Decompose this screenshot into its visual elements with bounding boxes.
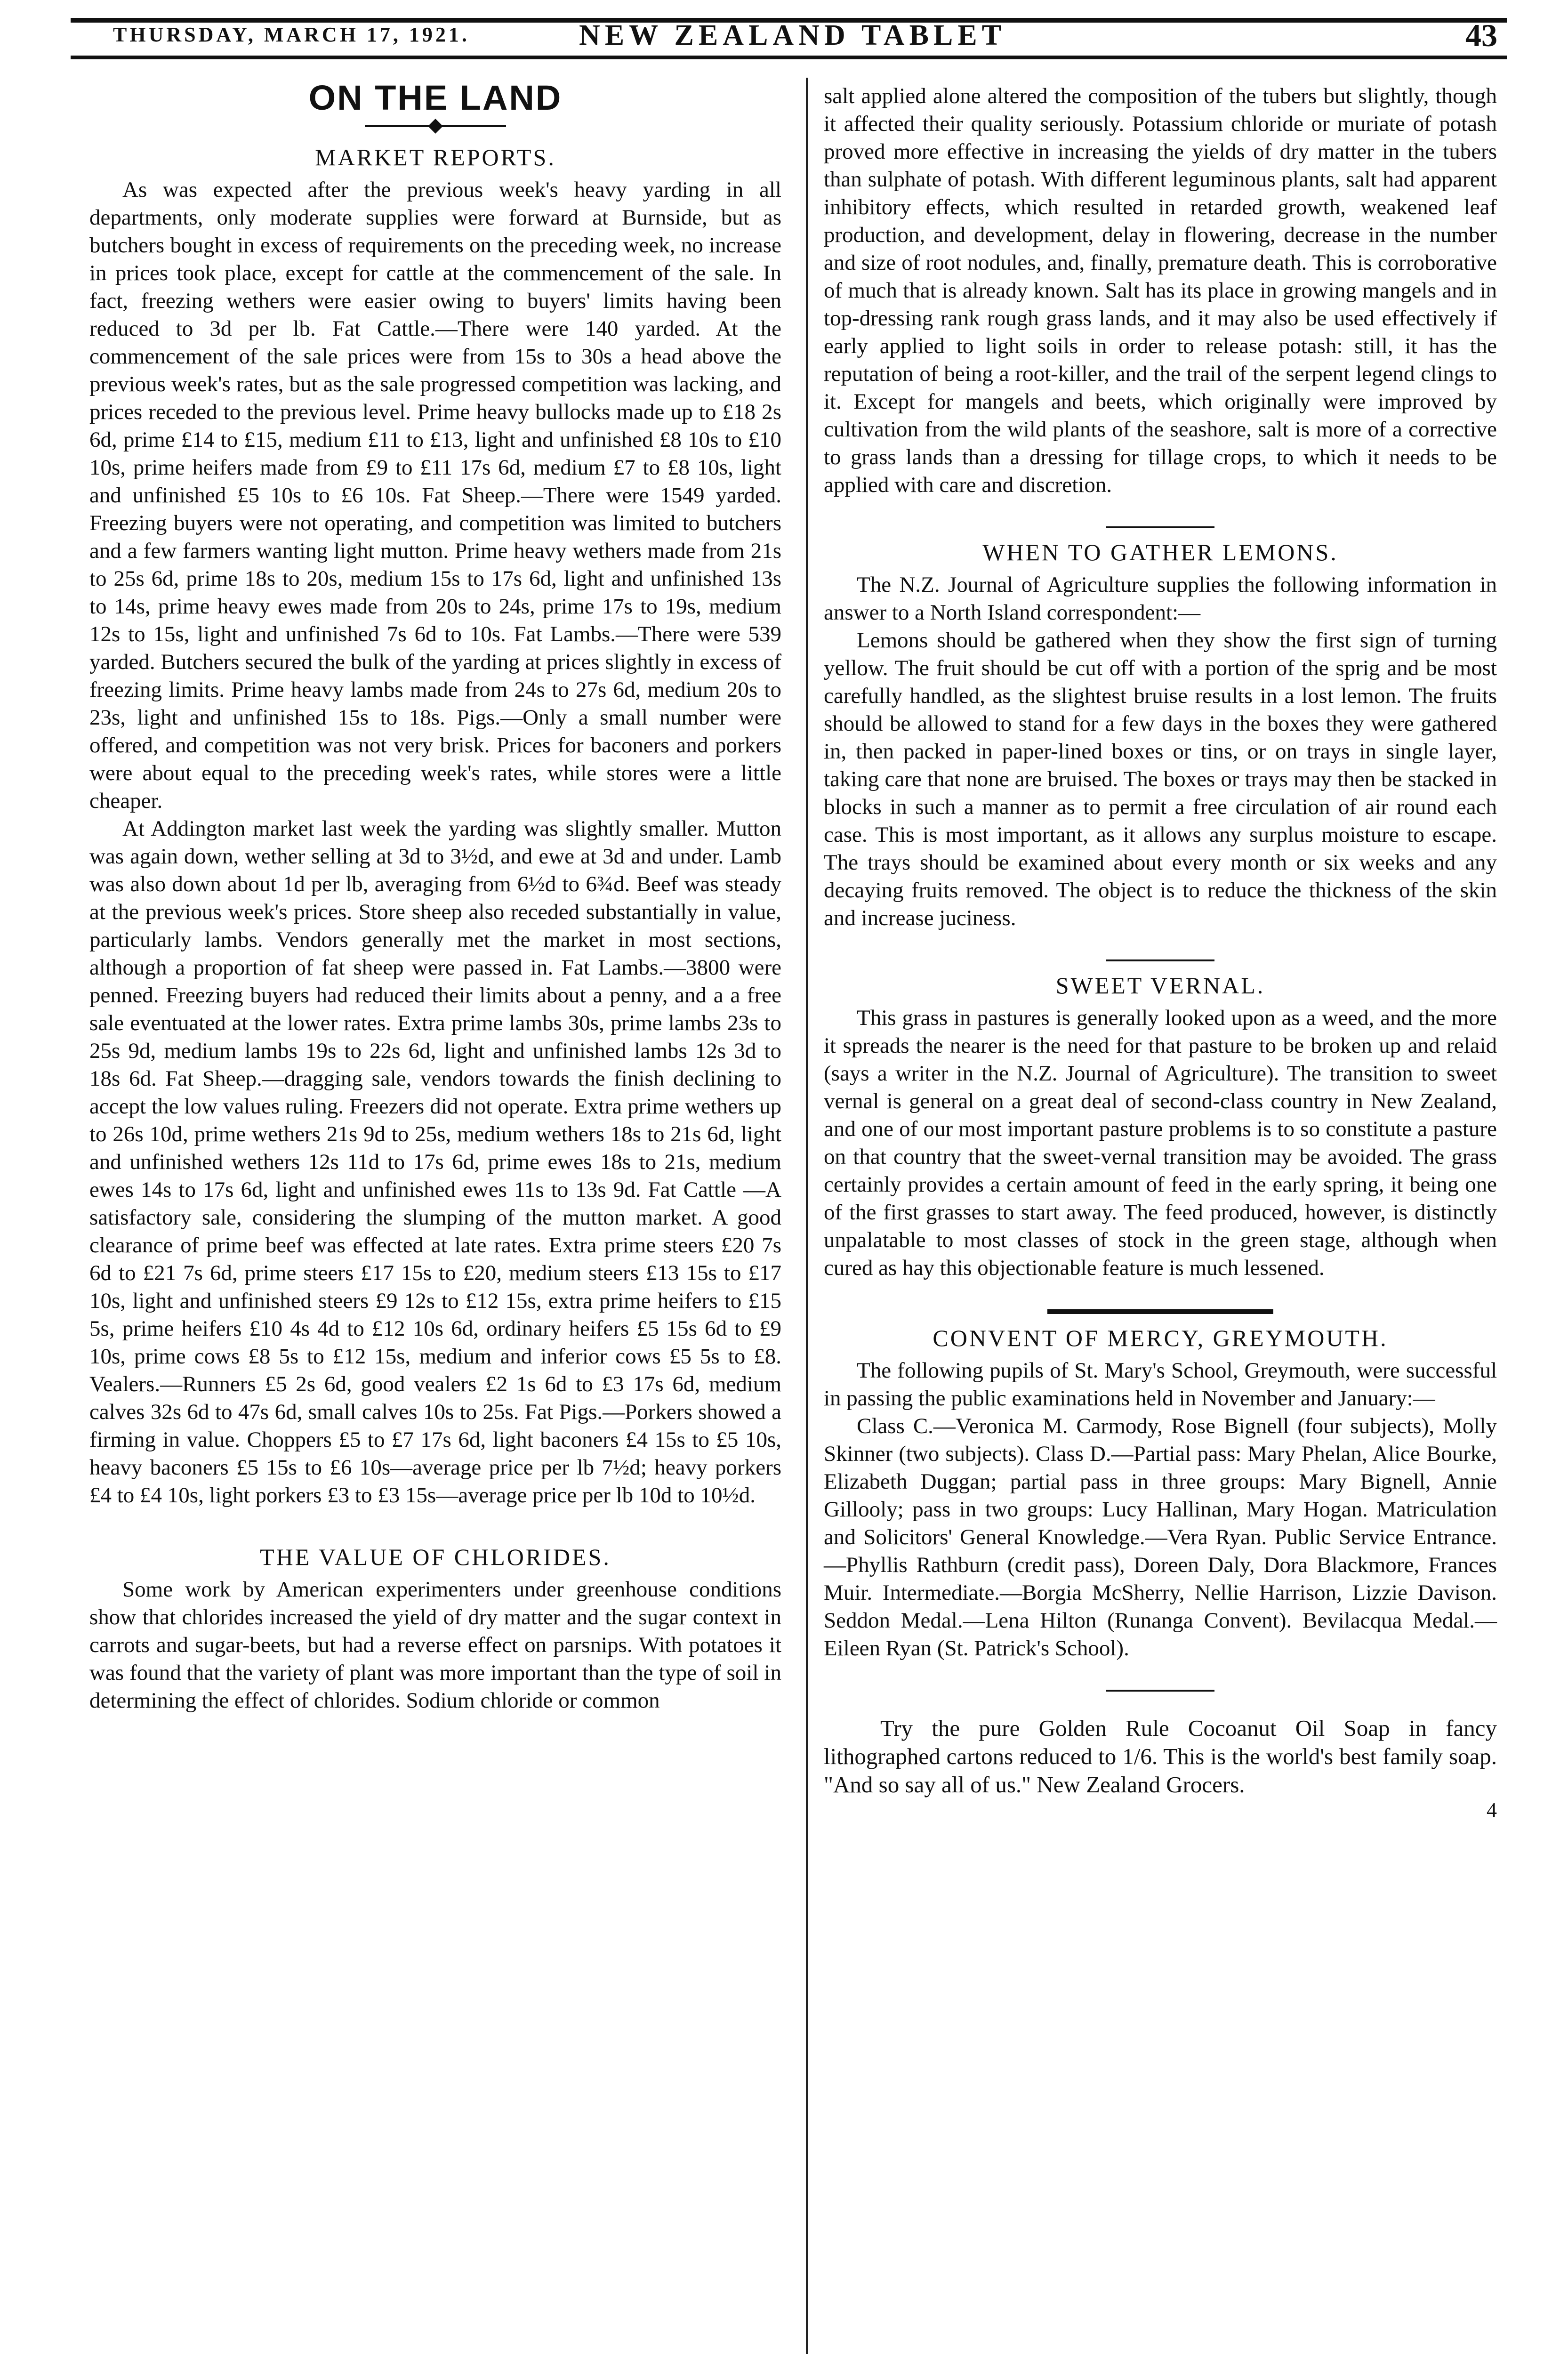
sweet-vernal-paragraph: This grass in pastures is generally looked upon as a weed, and the more it spreads the nearer is the need for that pasture to be broken up and relaid (says a writer in the N.Z. Journal of Agriculture). The transition to sweet vernal is general on a great deal of second-class country in New Zealand, and one of our most important pasture problems is to so constitute a pasture on that country that the sweet-vernal transition may be avoided. The grass certainly provides a certain amount of feed in the early spring, it being one of the first grasses to start away. The feed produced, however, is distinctly unpalatable to most classes of stock in the green stage, although when cured as hay this objectionable feature is much lessened.	[824, 1006, 1497, 1280]
publication-title: NEW ZEALAND TABLET	[579, 19, 1006, 51]
section-rule	[1106, 1690, 1214, 1692]
masthead-bottom-rule	[71, 56, 1507, 59]
section-rule	[1047, 1309, 1273, 1314]
market-reports-paragraph-1: As was expected after the previous week's heavy yarding in all departments, only moderate supplies were forward at Burnside, but as butchers bought in excess of requirements on the preceding week, no increase in prices took place, except for cattle at the commencement of the sale. In fact, freezing wethers were easier owing to buyers' limits having been reduced to 3d per lb. Fat Cattle.—There were 140 yarded. At the commencement of the sale prices were from 15s to 30s a head above the previous week's rates, but as the sale progressed competition was lacking, and prices receded to the previous level. Prime heavy bullocks made up to £18 2s 6d, prime £14 to £15, medium £11 to £13, light and unfinished £8 10s to £10 10s, prime heifers made from £9 to £11 17s 6d, medium £7 to £8 10s, light and unfinished £5 10s to £6 10s. Fat Sheep.—There were 1549 yarded. Freezing buyers were not operating, and competition was limited to butchers and a few farmers wanting light mutton. Prime heavy wethers made from 21s to 25s 6d, prime 18s to 20s, medium 15s to 17s 6d, light and unfinished 13s to 14s, prime heavy ewes made from 20s to 24s, prime 17s to 19s, medium 12s to 15s, light and unfinished 7s 6d to 10s. Fat Lambs.—There were 539 yarded. Butchers secured the bulk of the yarding at prices slightly in excess of freezing limits. Prime heavy lambs made from 24s to 27s 6d, medium 20s to 23s, light and unfinished 15s to 18s. Pigs.—Only a small number were offered, and competition was not very brisk. Prices for baconers and porkers were about equal to the preceding week's rates, while stores were a little cheaper.	[89, 177, 781, 813]
lemons-heading: WHEN TO GATHER LEMONS.	[982, 539, 1338, 565]
section-rule	[1106, 959, 1214, 961]
section-rule	[1106, 526, 1214, 528]
lemons-paragraph-2: Lemons should be gathered when they show the first sign of turning yellow. The fruit should be cut off with a portion of the sprig and be most carefully handled, as the slightest bruise results in a lost lemon. The fruits should be allowed to stand for a few days in the boxes they were gathered in, then packed in paper-lined boxes or tins, or on trays in single layer, taking care that none are bruised. The boxes or trays may then be stacked in blocks in such a manner as to permit a free circulation of air round each case. This is most important, as it allows any surplus moisture to escape. The trays should be examined about every month or six weeks and any decaying fruits removed. The object is to reduce the thickness of the skin and increase juciness.	[824, 628, 1497, 930]
section-title: ON THE LAND	[308, 78, 563, 117]
ornament-rule	[365, 119, 506, 133]
soap-advertisement	[824, 1714, 1497, 1824]
chlorides-paragraph-2: salt applied alone altered the composition of the tubers but slightly, though it affected their quality seriously. Potassium chloride or muriate of potash proved more effective in increasing the yields of dry matter in the tubers than sulphate of potash. With different leguminous plants, salt had apparent inhibitory effects, which resulted in retarded growth, weakened leaf production, and development, delay in flowering, decrease in the number and size of root nodules, and, finally, premature death. This is corroborative of much that is already known. Salt has its place in growing mangels and in top-dressing rank rough grass lands, and it may also be used effectively if early applied to light soils in order to release potash: still, it has the reputation of being a root-killer, and the trail of the serpent legend clings to it. Except for mangels and beets, which originally were improved by cultivation from the wild plants of the seashore, salt is more of a corrective to grass lands than a dressing for tillage crops, to which it needs to be applied with care and discretion.	[824, 84, 1497, 497]
convent-paragraph-1: The following pupils of St. Mary's School, Greymouth, were successful in passing the public examinations held in November and January:—	[824, 1358, 1497, 1411]
page-number: 43	[1465, 17, 1497, 53]
sweet-vernal-heading: SWEET VERNAL.	[1055, 972, 1265, 999]
chlorides-paragraph-1: Some work by American experimenters under greenhouse conditions show that chlorides increased the yield of dry matter and the sugar context in carrots and sugar-beets, but had a reverse effect on parsnips. With potatoes it was found that the variety of plant was more important than the type of soil in determining the effect of chlorides. Sodium chloride or common	[89, 1577, 781, 1713]
left-column	[89, 80, 781, 1715]
diamond-ornament-icon	[428, 119, 443, 134]
lemons-paragraph-1: The N.Z. Journal of Agriculture supplies the following information in answer to a North Island correspondent:—	[824, 572, 1497, 625]
column-divider	[806, 78, 808, 2354]
issue-date: THURSDAY, MARCH 17, 1921.	[113, 23, 470, 46]
soap-ad-code: 4	[1487, 1798, 1497, 1822]
market-reports-paragraph-2: At Addington market last week the yarding was slightly smaller. Mutton was again down, wether selling at 3d to 3½d, and ewe at 3d and under. Lamb was also down about 1d per lb, averaging from 6½d to 6¾d. Beef was steady at the previous week's prices. Store sheep also receded substantially in value, particularly lambs. Vendors generally met the market in most sections, although a proportion of fat sheep were passed in. Fat Lambs.—3800 were penned. Freezing buyers had reduced their limits about a penny, and a a free sale eventuated at the lower rates. Extra prime lambs 30s, prime lambs 23s to 25s 9d, medium lambs 19s to 22s 6d, light and unfinished lambs 12s 3d to 18s 6d. Fat Sheep.—dragging sale, vendors towards the finish declining to accept the low values ruling. Freezers did not operate. Extra prime wethers up to 26s 10d, prime wethers 21s 9d to 25s, medium wethers 18s to 21s 6d, light and unfinished wethers 12s 11d to 17s 6d, prime ewes 18s to 21s, medium ewes 14s to 17s 6d, light and unfinished ewes 11s to 13s 9d. Fat Cattle —A satisfactory sale, considering the slumping of the mutton market. A good clearance of prime beef was effected at late rates. Extra prime steers £20 7s 6d to £21 7s 6d, prime steers £17 15s to £20, medium steers £13 15s to £17 10s, light and unfinished steers £9 12s to £12 15s, extra prime heifers to £15 5s, prime heifers £10 4s 4d to £12 10s 6d, ordinary heifers £5 15s 6d to £9 10s, prime cows £8 5s to £12 15s, medium and inferior cows £5 5s to £8. Vealers.—Runners £5 2s 6d, good vealers £2 1s 6d to £3 17s 6d, medium calves 32s 6d to 47s 6d, small calves 10s to 25s. Fat Pigs.—Porkers showed a firming in value. Choppers £5 to £7 17s 6d, light baconers £4 15s to £5 10s, heavy baconers £5 15s to £6 10s—average price per lb 7½d; heavy porkers £4 to £4 10s, light porkers £3 to £3 15s—average price per lb 10d to 10½d.	[89, 816, 781, 1508]
convent-paragraph-2: Class C.—Veronica M. Carmody, Rose Bignell (four subjects), Molly Skinner (two subjects). Class D.—Partial pass: Mary Phelan, Alice Bourke, Elizabeth Duggan; partial pass in three groups: Mary Bignell, Annie Gillooly; pass in two groups: Lucy Hallinan, Mary Hogan. Matriculation and Solicitors' General Knowledge.—Vera Ryan. Public Service Entrance.—Phyllis Rathburn (credit pass), Doreen Daly, Dora Blackmore, Frances Muir. Intermediate.—Borgia McSherry, Nellie Harrison, Lizzie Davison. Seddon Medal.—Lena Hilton (Runanga Convent). Bevilacqua Medal.—Eileen Ryan (St. Patrick's School).	[824, 1414, 1497, 1661]
convent-heading: CONVENT OF MERCY, GREYMOUTH.	[933, 1325, 1388, 1351]
masthead	[71, 8, 1507, 60]
soap-ad-text: Try the pure Golden Rule Cocoanut Oil Soap in fancy lithographed cartons reduced to 1/6. This is the world's best family soap. "And so say all of us." New Zealand Grocers.	[824, 1715, 1497, 1798]
market-reports-heading: MARKET REPORTS.	[315, 144, 556, 170]
right-column	[824, 82, 1497, 1824]
chlorides-heading: THE VALUE OF CHLORIDES.	[260, 1544, 611, 1570]
